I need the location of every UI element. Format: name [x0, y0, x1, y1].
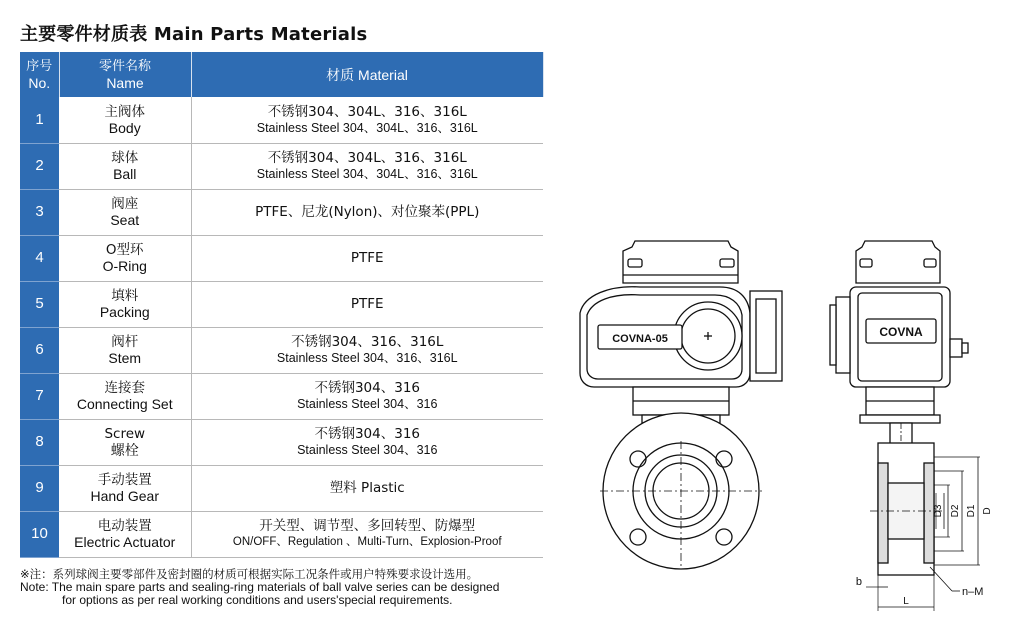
part-name-en: Body — [108, 119, 141, 136]
part-name-cn: Screw — [104, 426, 146, 442]
part-name-en: Packing — [99, 304, 150, 320]
material-cn: PTFE — [350, 296, 384, 312]
row-number: 3 — [20, 189, 59, 235]
valve-technical-drawing — [560, 235, 1015, 620]
front-label-text: COVNA-05 — [612, 333, 668, 345]
footnote — [20, 568, 499, 607]
part-name-cell — [59, 97, 191, 143]
dim-label-d: D — [982, 507, 993, 515]
material-cell — [191, 419, 543, 465]
part-name-en: Electric Actuator — [74, 534, 176, 550]
material-en: Stainless Steel 304、316、316L — [276, 351, 458, 365]
row-number: 10 — [20, 511, 59, 557]
front-view — [580, 241, 782, 569]
table-row — [20, 511, 543, 557]
row-number: 6 — [20, 327, 59, 373]
material-cn: 开关型、调节型、多回转型、防爆型 — [259, 518, 476, 534]
part-name-cell — [59, 511, 191, 557]
dim-label-l: L — [903, 596, 909, 607]
material-en: Stainless Steel 304、304L、316、316L — [256, 120, 478, 135]
material-cell — [191, 143, 543, 189]
material-en: Stainless Steel 304、316 — [297, 397, 438, 411]
row-number: 2 — [20, 143, 59, 189]
part-name-cn: 主阀体 — [104, 103, 145, 120]
footnote-cn: ※注：系列球阀主要零部件及密封圈的材质可根据实际工况条件或用户特殊要求设计选用。 — [20, 567, 479, 581]
part-name-cn: 电动装置 — [97, 518, 152, 534]
material-cell — [191, 235, 543, 281]
part-name-en: Connecting Set — [76, 396, 173, 412]
part-name-cell — [59, 419, 191, 465]
header-material-label: 材质 Material — [326, 66, 408, 83]
material-cn: PTFE — [350, 250, 384, 266]
part-name-cell — [59, 281, 191, 327]
table-row — [20, 419, 543, 465]
material-cell — [191, 373, 543, 419]
dim-label-b: b — [855, 576, 862, 588]
header-no-cn: 序号 — [26, 58, 53, 74]
material-cn: 不锈钢304、304L、316、316L — [267, 150, 467, 166]
header-no — [20, 52, 59, 97]
part-name-cell — [59, 465, 191, 511]
table-row — [20, 327, 543, 373]
actuator-side-box — [750, 291, 782, 381]
row-number: 8 — [20, 419, 59, 465]
part-name-cn: 阀杆 — [111, 334, 139, 350]
material-en: Stainless Steel 304、316 — [297, 443, 438, 457]
parts-materials-table — [20, 52, 544, 558]
material-cn: 不锈钢304、316 — [314, 426, 421, 442]
part-name-cn: 手动装置 — [97, 472, 152, 488]
part-name-en: Seat — [110, 212, 140, 228]
table-row — [20, 235, 543, 281]
part-name-en: Hand Gear — [90, 488, 159, 504]
side-view — [830, 241, 993, 611]
part-name-en: Ball — [113, 166, 137, 182]
material-cn: PTFE、尼龙(Nylon)、对位聚苯(PPL) — [255, 204, 480, 220]
cable-gland-1 — [950, 339, 962, 357]
row-number: 9 — [20, 465, 59, 511]
side-bracket-plate — [860, 415, 940, 423]
material-en: ON/OFF、Regulation 、Multi-Turn、Explosion-Proof — [232, 536, 502, 548]
dim-label-d3: D3 — [933, 504, 944, 518]
part-name-cell — [59, 143, 191, 189]
footnote-en-line2: for options as per real working conditions and users'special requirements. — [62, 593, 453, 607]
table-row — [20, 143, 543, 189]
material-cell — [191, 97, 543, 143]
header-name-en: Name — [106, 74, 144, 91]
row-number: 7 — [20, 373, 59, 419]
part-name-en: 螺栓 — [110, 442, 139, 458]
leader-nm — [930, 567, 952, 591]
material-cn: 不锈钢304、316 — [314, 380, 421, 396]
part-name-cn: 连接套 — [104, 380, 145, 396]
part-name-cn: 球体 — [111, 150, 139, 166]
part-name-en: Stem — [108, 350, 142, 366]
table-row — [20, 189, 543, 235]
material-cn: 不锈钢304、316、316L — [291, 334, 444, 350]
header-name — [59, 52, 191, 97]
side-flange-left — [878, 463, 888, 563]
part-name-cn: 阀座 — [111, 196, 139, 212]
material-cell — [191, 511, 543, 557]
material-cell — [191, 465, 543, 511]
row-number: 1 — [20, 97, 59, 143]
table-row — [20, 373, 543, 419]
row-number: 4 — [20, 235, 59, 281]
dim-label-nm: n–M — [962, 586, 984, 598]
dim-label-d2: D2 — [950, 504, 961, 518]
header-material — [191, 52, 543, 97]
actuator-top-cap — [623, 241, 738, 283]
row-number: 5 — [20, 281, 59, 327]
part-name-cell — [59, 373, 191, 419]
table-row — [20, 97, 543, 143]
side-label-text: COVNA — [879, 325, 923, 339]
material-cell — [191, 189, 543, 235]
side-top-cap — [856, 241, 940, 283]
material-cn: 不锈钢304、304L、316、316L — [267, 103, 467, 120]
page-title: 主要零件材质表 Main Parts Materials — [20, 24, 368, 45]
cable-gland-2 — [962, 343, 968, 353]
table-row — [20, 465, 543, 511]
part-name-cell — [59, 327, 191, 373]
side-window — [836, 297, 850, 373]
table-row — [20, 281, 543, 327]
part-name-cell — [59, 235, 191, 281]
material-en: Stainless Steel 304、304L、316、316L — [256, 167, 478, 181]
header-name-cn: 零件名称 — [98, 58, 151, 74]
material-cn: 塑料 Plastic — [329, 480, 405, 496]
part-name-cell — [59, 189, 191, 235]
material-cell — [191, 281, 543, 327]
header-no-en: No. — [28, 74, 51, 91]
footnote-en-line1: Note: The main spare parts and sealing-ring materials of ball valve series can be designed — [20, 580, 500, 594]
table-header-row — [20, 52, 543, 97]
dim-label-d1: D1 — [966, 504, 977, 518]
side-window-lens — [830, 305, 836, 365]
part-name-en: O-Ring — [102, 258, 147, 274]
part-name-cn: 填料 — [111, 288, 139, 304]
material-cell — [191, 327, 543, 373]
part-name-cn: O型环 — [105, 242, 144, 258]
